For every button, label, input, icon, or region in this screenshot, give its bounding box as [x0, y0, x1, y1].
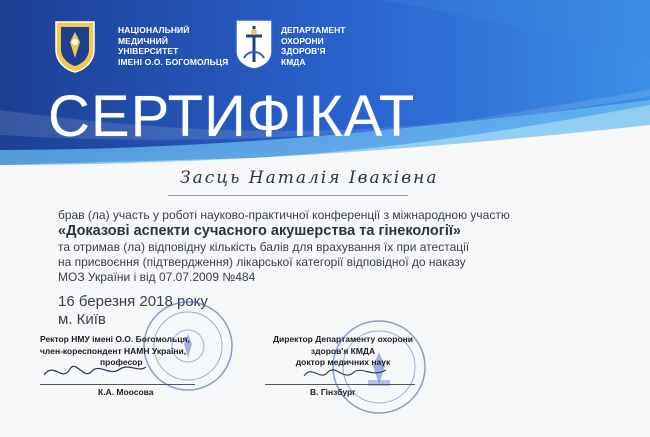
conference-title: «Доказові аспекти сучасного акушерства та гінекології» [58, 223, 461, 239]
university-line-1: НАЦІОНАЛЬНИЙ [118, 25, 190, 35]
right-title-line-2: здоров'я КМДА [310, 345, 376, 356]
department-line-3: ЗДОРОВ'Я [281, 46, 326, 56]
department-line-1: ДЕПАРТАМЕНТ [281, 25, 346, 35]
department-line-4: КМДА [281, 56, 306, 67]
right-signature-line [265, 384, 415, 385]
body-line-1: брав (ла) участь у роботі науково-практичної конференції з міжнародною участю [58, 208, 510, 222]
certificate-body [58, 208, 618, 285]
body-line-5: МОЗ України і від 07.07.2009 №484 [58, 270, 256, 284]
university-line-4: ІМЕНІ О.О. БОГОМОЛЬЦЯ [118, 56, 229, 67]
left-signatory-name: К.А. Моосова [98, 387, 154, 397]
university-crest-icon [52, 18, 98, 74]
department-line-2: ОХОРОНИ [281, 35, 324, 46]
right-signature-icon [300, 360, 390, 386]
recipient-name: Засць Наталія Іваківна [180, 168, 439, 188]
right-title-line-3: доктор медичних наук [295, 357, 391, 367]
department-name [281, 25, 345, 67]
body-line-4: на присвоєння (підтвердження) лікарської категорії відповідної до наказу [58, 255, 466, 269]
university-name [118, 25, 228, 67]
left-signature-icon [40, 355, 150, 385]
issue-city: м. Київ [58, 311, 106, 328]
left-title-line-2: член-кореспондент НАМН України, [40, 345, 187, 356]
name-underline [168, 195, 408, 196]
body-line-3: та отримав (ла) відповідну кількість балів для врахування їх при атестації [58, 240, 470, 254]
left-signature-line [40, 384, 195, 385]
certificate-title: СЕРТИФІКАТ [48, 84, 416, 149]
university-line-3: УНІВЕРСИТЕТ [118, 46, 179, 56]
left-title-line-1: Ректор НМУ імені О.О. Богомольця, [40, 334, 190, 344]
right-title-line-1: Директор Департаменту охорони [272, 334, 413, 344]
right-signatory-name: В. Гінзбург [310, 387, 356, 397]
left-title-line-3: професор [100, 357, 143, 367]
kyiv-health-department-emblem-icon [234, 18, 274, 70]
issue-date: 16 березня 2018 року [58, 293, 208, 310]
university-line-2: МЕДИЧНИЙ [118, 35, 169, 46]
